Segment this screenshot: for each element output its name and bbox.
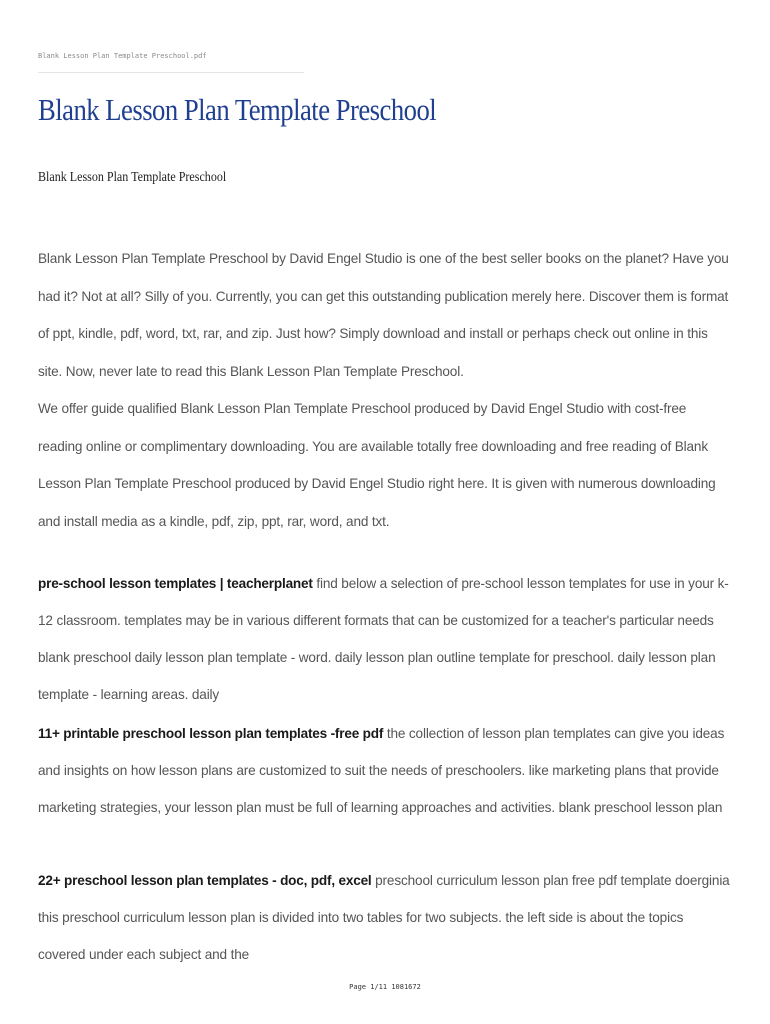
search-result-2 bbox=[38, 715, 734, 826]
search-result-3 bbox=[38, 862, 734, 973]
header-divider bbox=[38, 72, 304, 73]
intro-text bbox=[38, 240, 734, 540]
search-result-snippet: find below a selection of pre-school lesson templates for use in your k-12 classroom. templates may be in various different formats that can be customized for a teacher's particular needs blank preschool daily lesson plan template - word. daily lesson plan outline template for preschool. daily lesson plan template - learning areas. daily bbox=[38, 576, 729, 702]
document-number: 1081672 bbox=[391, 983, 421, 991]
page-number-label: Page 1/11 bbox=[349, 983, 388, 991]
intro-paragraph-1: Blank Lesson Plan Template Preschool by David Engel Studio is one of the best seller books on the planet? Have you had it? Not at all? Silly of you. Currently, you can get this outstanding publication merely here. Discover them is format of ppt, kindle, pdf, word, txt, rar, and zip. Just how? Simply download and install or perhaps check out online in this site. Now, never late to read this Blank Lesson Plan Template Preschool. bbox=[38, 251, 729, 379]
intro-paragraph-2: We offer guide qualified Blank Lesson Plan Template Preschool produced by David Engel Studio with cost-free reading online or complimentary downloading. You are available totally free downloading and free reading of Blank Lesson Plan Template Preschool produced by David Engel Studio right here. It is given with numerous downloading and install media as a kindle, pdf, zip, ppt, rar, word, and txt. bbox=[38, 401, 716, 529]
document-title: Blank Lesson Plan Template Preschool bbox=[38, 92, 437, 127]
running-header-filename: Blank Lesson Plan Template Preschool.pdf bbox=[38, 52, 207, 60]
search-result-title[interactable]: pre-school lesson templates | teacherplanet bbox=[38, 576, 313, 591]
search-result-snippet: the collection of lesson plan templates can give you ideas and insights on how lesson plans are customized to suit the needs of preschoolers. like marketing plans that provide marketing strategies, your lesson plan must be full of learning approaches and activities. blank preschool lesson plan bbox=[38, 726, 725, 815]
document-subtitle: Blank Lesson Plan Template Preschool bbox=[38, 170, 227, 185]
search-result-1 bbox=[38, 565, 734, 713]
search-result-title[interactable]: 22+ preschool lesson plan templates - doc, pdf, excel bbox=[38, 873, 372, 888]
search-result-title[interactable]: 11+ printable preschool lesson plan templates -free pdf bbox=[38, 726, 384, 741]
search-result-snippet: preschool curriculum lesson plan free pdf template doerginia this preschool curriculum lesson plan is divided into two tables for two subjects. the left side is about the topics covered under each subject and the bbox=[38, 873, 730, 962]
page-footer bbox=[0, 983, 770, 991]
